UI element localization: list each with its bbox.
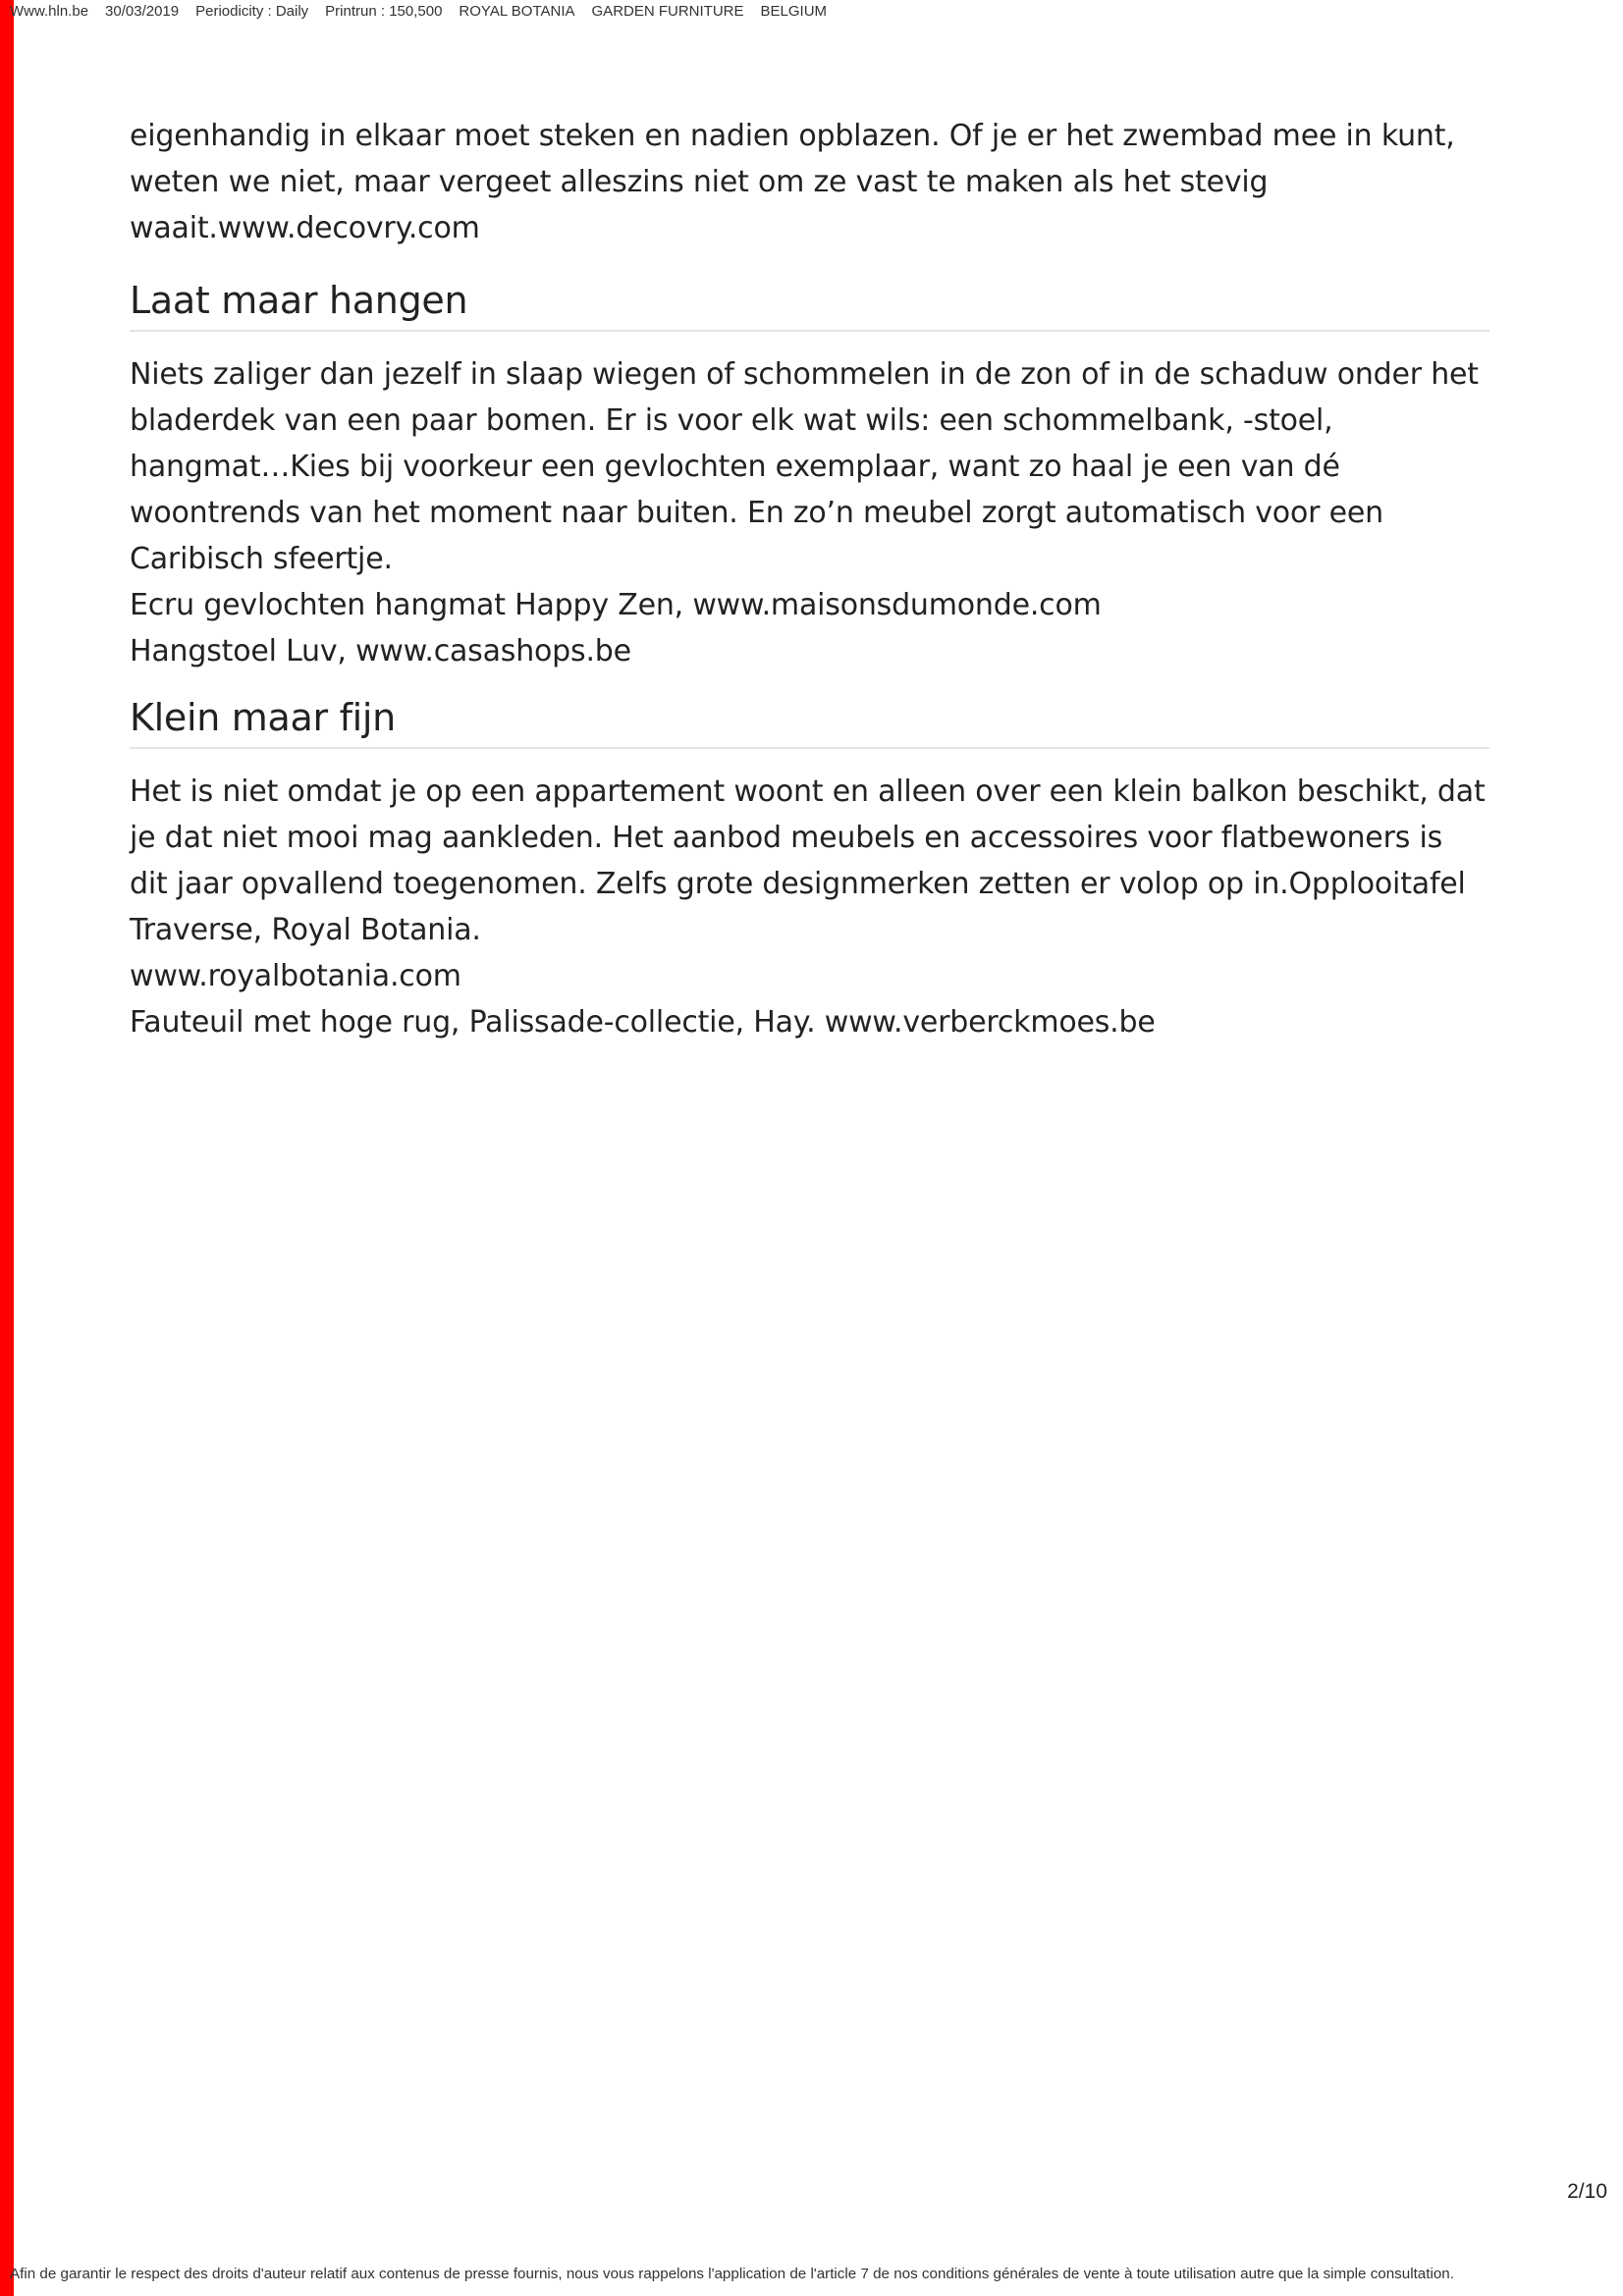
header-client: ROYAL BOTANIA [459,3,575,20]
section-heading-klein-maar-fijn: Klein maar fijn [130,696,1489,749]
body-line: dit jaar opvallend toegenomen. Zelfs grote designmerken zetten er volop op in.Opplooitafel [130,867,1466,901]
body-line: bladerdek van een paar bomen. Er is voor elk wat wils: een schommelbank, -stoel, [130,403,1333,438]
header-country: BELGIUM [760,3,828,20]
header-date: 30/03/2019 [105,3,180,20]
body-line: Fauteuil met hoge rug, Palissade-collectie, Hay. www.verberckmoes.be [130,1005,1156,1040]
left-margin-bar [0,0,14,2296]
section-klein-maar-fijn-text [130,769,1489,1045]
body-line: Niets zaliger dan jezelf in slaap wiegen of schommelen in de zon of in de schaduw onder het [130,357,1479,392]
page-number: 2/10 [1567,2180,1607,2203]
body-line: hangmat…Kies bij voorkeur een gevlochten exemplaar, want zo haal je een van dé [130,450,1340,484]
intro-line: waait.www.decovry.com [130,211,480,245]
body-line: Caribisch sfeertje. [130,542,393,576]
body-line: Traverse, Royal Botania. [130,913,481,947]
body-line: Ecru gevlochten hangmat Happy Zen, www.maisonsdumonde.com [130,588,1102,622]
article-body [130,113,1489,1045]
header-category: GARDEN FURNITURE [591,3,744,20]
header-periodicity: Periodicity : Daily [195,3,309,20]
intro-line: eigenhandig in elkaar moet steken en nadien opblazen. Of je er het zwembad mee in kunt, [130,119,1455,153]
section-heading-laat-maar-hangen: Laat maar hangen [130,279,1489,332]
intro-line: weten we niet, maar vergeet alleszins niet om ze vast te maken als het stevig [130,165,1269,199]
copyright-notice: Afin de garantir le respect des droits d'auteur relatif aux contenus de presse fournis, nous vous rappelons l'application de l'article 7 de nos conditions générales de vente à toute utilisation autre que la simple consultation. [10,2266,1454,2282]
body-line: woontrends van het moment naar buiten. En zo’n meubel zorgt automatisch voor een [130,496,1383,530]
header-printrun: Printrun : 150,500 [325,3,443,20]
header-source: Www.hln.be [10,3,89,20]
intro-paragraph [130,113,1489,251]
body-line: Hangstoel Luv, www.casashops.be [130,634,631,668]
body-line: www.royalbotania.com [130,959,461,993]
body-line: Het is niet omdat je op een appartement woont en alleen over een klein balkon beschikt, dat [130,774,1486,809]
clipping-header [10,3,843,20]
body-line: je dat niet mooi mag aankleden. Het aanbod meubels en accessoires voor flatbewoners is [130,821,1443,855]
section-laat-maar-hangen-text [130,351,1489,674]
